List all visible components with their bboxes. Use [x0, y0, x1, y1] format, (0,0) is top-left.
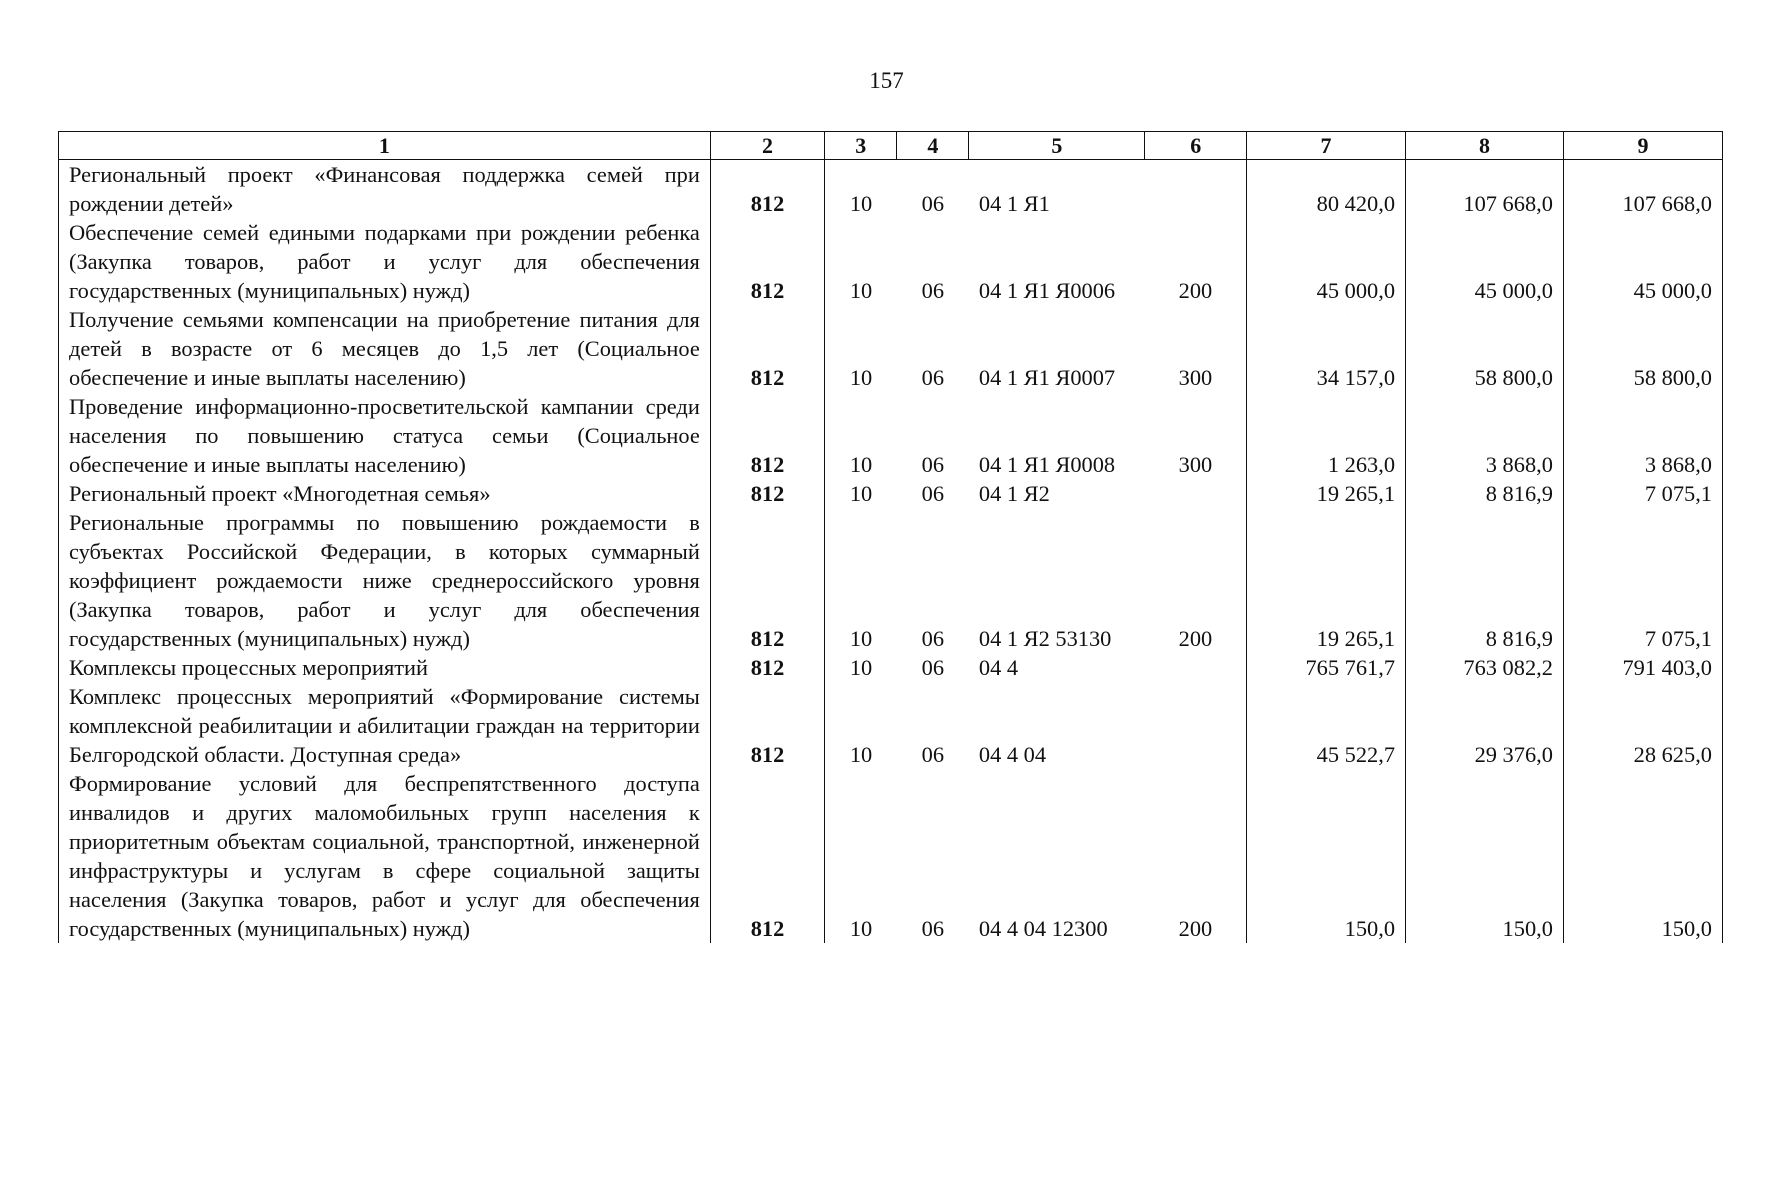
row-value-8: 45 000,0 — [1406, 218, 1564, 305]
row-admin-code: 812 — [710, 305, 824, 392]
row-subsection: 06 — [921, 365, 945, 390]
row-target-article: 04 1 Я1 — [978, 191, 1050, 216]
row-expense-type — [1145, 682, 1247, 769]
row-value-8: 3 868,0 — [1406, 392, 1564, 479]
row-expense-type — [1145, 653, 1247, 682]
row-expense-type — [1145, 160, 1247, 219]
column-header-1: 1 — [59, 132, 711, 160]
row-subsection: 06 — [921, 742, 945, 767]
row-value-7: 34 157,0 — [1247, 305, 1406, 392]
row-value-8: 8 816,9 — [1406, 479, 1564, 508]
row-expense-type: 300 — [1145, 392, 1247, 479]
row-expense-type — [1145, 479, 1247, 508]
row-name: Региональный проект «Финансовая поддержка семей при рождении детей» — [59, 160, 711, 219]
row-value-9: 107 668,0 — [1563, 160, 1722, 219]
row-admin-code: 812 — [710, 769, 824, 943]
column-header-3: 3 — [825, 132, 897, 160]
row-target-article: 04 1 Я1 Я0008 — [978, 452, 1116, 477]
row-value-8: 763 082,2 — [1406, 653, 1564, 682]
row-value-9: 7 075,1 — [1563, 508, 1722, 653]
column-header-8: 8 — [1406, 132, 1564, 160]
column-header-2: 2 — [710, 132, 824, 160]
row-admin-code: 812 — [710, 160, 824, 219]
row-value-9: 58 800,0 — [1563, 305, 1722, 392]
row-subsection: 06 — [921, 626, 945, 651]
row-value-8: 107 668,0 — [1406, 160, 1564, 219]
row-admin-code: 812 — [710, 653, 824, 682]
row-admin-code: 812 — [710, 508, 824, 653]
row-name: Формирование условий для беспрепятственного доступа инвалидов и других маломобильных групп населения к приоритетным объектам социальной, транспортной, инженерной инфраструктуры и услугам в сфере социальной защиты населения (Закупка товаров, работ и услуг для обеспечения государственных (муниципальных) нужд) — [59, 769, 711, 943]
row-name: Региональный проект «Многодетная семья» — [59, 479, 711, 508]
row-value-8: 8 816,9 — [1406, 508, 1564, 653]
row-admin-code: 812 — [710, 479, 824, 508]
row-value-7: 45 522,7 — [1247, 682, 1406, 769]
row-value-7: 150,0 — [1247, 769, 1406, 943]
row-value-7: 19 265,1 — [1247, 508, 1406, 653]
row-value-8: 58 800,0 — [1406, 305, 1564, 392]
table-row — [59, 479, 1723, 508]
row-section: 10 — [825, 392, 897, 479]
row-subsection: 06 — [921, 916, 945, 941]
table-row — [59, 305, 1723, 392]
row-subsection: 06 — [921, 278, 945, 303]
row-value-7: 80 420,0 — [1247, 160, 1406, 219]
row-section: 10 — [825, 305, 897, 392]
row-section: 10 — [825, 769, 897, 943]
row-value-7: 1 263,0 — [1247, 392, 1406, 479]
row-target-article: 04 1 Я1 Я0007 — [978, 365, 1116, 390]
row-section: 10 — [825, 508, 897, 653]
row-value-7: 19 265,1 — [1247, 479, 1406, 508]
row-expense-type: 200 — [1145, 218, 1247, 305]
row-target-article: 04 1 Я2 — [978, 481, 1050, 506]
row-target-article: 04 4 04 12300 — [978, 916, 1108, 941]
table-row — [59, 392, 1723, 479]
table-row — [59, 653, 1723, 682]
row-section: 10 — [825, 653, 897, 682]
table-body — [59, 160, 1723, 944]
row-value-9: 791 403,0 — [1563, 653, 1722, 682]
row-value-7: 765 761,7 — [1247, 653, 1406, 682]
row-subsection: 06 — [921, 452, 945, 477]
column-header-9: 9 — [1563, 132, 1722, 160]
table-row — [59, 682, 1723, 769]
row-section: 10 — [825, 682, 897, 769]
row-admin-code: 812 — [710, 218, 824, 305]
row-section: 10 — [825, 160, 897, 219]
row-value-9: 150,0 — [1563, 769, 1722, 943]
row-name: Получение семьями компенсации на приобретение питания для детей в возрасте от 6 месяцев до 1,5 лет (Социальное обеспечение и иные выплаты населению) — [59, 305, 711, 392]
row-expense-type: 300 — [1145, 305, 1247, 392]
table-row — [59, 508, 1723, 653]
row-value-9: 7 075,1 — [1563, 479, 1722, 508]
row-subsection: 06 — [921, 655, 945, 680]
row-name: Проведение информационно-просветительской кампании среди населения по повышению статуса семьи (Социальное обеспечение и иные выплаты населению) — [59, 392, 711, 479]
budget-table — [58, 131, 1723, 943]
row-expense-type: 200 — [1145, 769, 1247, 943]
row-target-article: 04 4 — [978, 655, 1019, 680]
row-value-8: 29 376,0 — [1406, 682, 1564, 769]
row-name: Комплексы процессных мероприятий — [59, 653, 711, 682]
row-target-article: 04 1 Я1 Я0006 — [978, 278, 1116, 303]
table-row — [59, 769, 1723, 943]
row-value-8: 150,0 — [1406, 769, 1564, 943]
row-value-9: 45 000,0 — [1563, 218, 1722, 305]
row-value-9: 28 625,0 — [1563, 682, 1722, 769]
row-value-7: 45 000,0 — [1247, 218, 1406, 305]
row-value-9: 3 868,0 — [1563, 392, 1722, 479]
row-admin-code: 812 — [710, 682, 824, 769]
column-header-5: 5 — [969, 132, 1145, 160]
row-target-article: 04 4 04 — [978, 742, 1047, 767]
page-number: 157 — [869, 68, 904, 93]
row-name: Обеспечение семей едиными подарками при рождении ребенка (Закупка товаров, работ и услуг для обеспечения государственных (муниципальных) нужд) — [59, 218, 711, 305]
row-admin-code: 812 — [710, 392, 824, 479]
header-row — [59, 132, 1723, 160]
row-expense-type: 200 — [1145, 508, 1247, 653]
row-name: Комплекс процессных мероприятий «Формирование системы комплексной реабилитации и абилитации граждан на территории Белгородской области. Доступная среда» — [59, 682, 711, 769]
row-subsection: 06 — [921, 191, 945, 216]
column-header-6: 6 — [1145, 132, 1247, 160]
column-header-7: 7 — [1247, 132, 1406, 160]
row-target-article: 04 1 Я2 53130 — [978, 626, 1112, 651]
table-row — [59, 160, 1723, 219]
row-section: 10 — [825, 218, 897, 305]
row-subsection: 06 — [921, 481, 945, 506]
table-header — [59, 132, 1723, 160]
table-row — [59, 218, 1723, 305]
row-section: 10 — [825, 479, 897, 508]
column-header-4: 4 — [897, 132, 969, 160]
row-name: Региональные программы по повышению рождаемости в субъектах Российской Федерации, в которых суммарный коэффициент рождаемости ниже среднероссийского уровня (Закупка товаров, работ и услуг для обеспечения государственных (муниципальных) нужд) — [59, 508, 711, 653]
